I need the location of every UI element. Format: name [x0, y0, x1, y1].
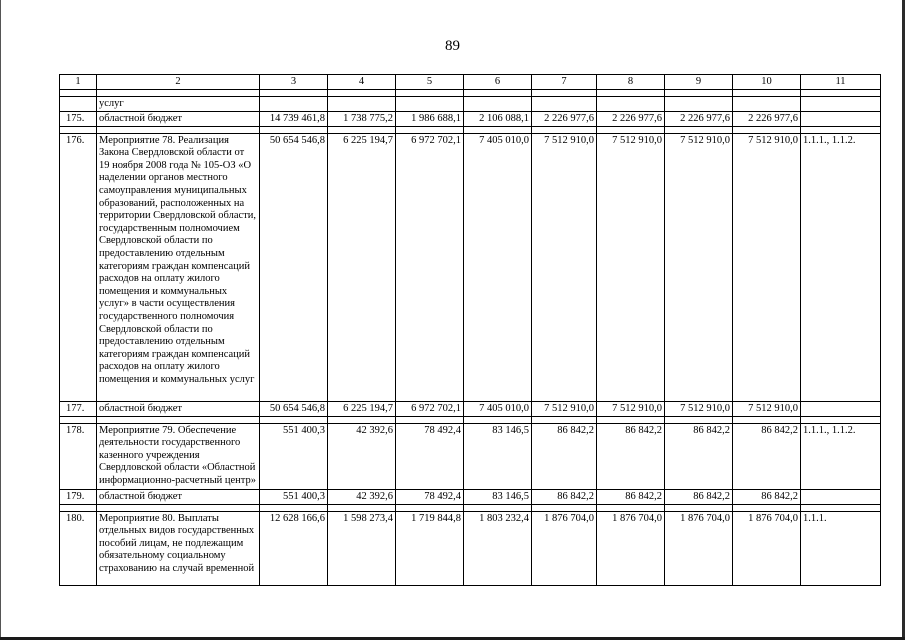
- table-row: [60, 511, 881, 585]
- row-number: 180.: [60, 511, 97, 585]
- row-name: областной бюджет: [97, 401, 260, 416]
- target-cell: [801, 111, 881, 126]
- value-cell: 86 842,2: [733, 489, 801, 504]
- table-row: [60, 111, 881, 126]
- spacer-row: [60, 416, 881, 423]
- value-cell: 12 628 166,6: [260, 511, 328, 585]
- value-cell: 7 512 910,0: [733, 133, 801, 401]
- value-cell: 86 842,2: [665, 423, 733, 489]
- target-cell: 1.1.1., 1.1.2.: [801, 133, 881, 401]
- header-cell: 9: [665, 75, 733, 90]
- value-cell: 86 842,2: [597, 489, 665, 504]
- header-cell: 3: [260, 75, 328, 90]
- spacer-row: [60, 504, 881, 511]
- target-cell: 1.1.1., 1.1.2.: [801, 423, 881, 489]
- value-cell: 7 512 910,0: [597, 133, 665, 401]
- value-cell: 78 492,4: [396, 489, 464, 504]
- value-cell: 78 492,4: [396, 423, 464, 489]
- value-cell: 1 738 775,2: [328, 111, 396, 126]
- row-name: Мероприятие 80. Выплаты отдельных видов государственных пособий лицам, не подлежащим обязательному социальному страхованию на случай временной: [97, 511, 260, 585]
- value-cell: 7 512 910,0: [665, 133, 733, 401]
- value-cell: 7 405 010,0: [464, 401, 532, 416]
- value-cell: 86 842,2: [532, 423, 597, 489]
- table-row: [60, 133, 881, 401]
- value-cell: 6 225 194,7: [328, 401, 396, 416]
- target-cell: 1.1.1.: [801, 511, 881, 585]
- row-number: 175.: [60, 111, 97, 126]
- header-cell: 1: [60, 75, 97, 90]
- value-cell: 14 739 461,8: [260, 111, 328, 126]
- value-cell: 7 405 010,0: [464, 133, 532, 401]
- value-cell: 1 876 704,0: [532, 511, 597, 585]
- value-cell: 7 512 910,0: [597, 401, 665, 416]
- page-number: 89: [445, 38, 460, 54]
- header-row: [60, 75, 881, 90]
- value-cell: 83 146,5: [464, 489, 532, 504]
- header-cell: 5: [396, 75, 464, 90]
- value-cell: 551 400,3: [260, 423, 328, 489]
- header-cell: 2: [97, 75, 260, 90]
- target-cell: [801, 489, 881, 504]
- spacer-row: [60, 89, 881, 96]
- table-row: [60, 401, 881, 416]
- table-row: [60, 423, 881, 489]
- header-cell: 4: [328, 75, 396, 90]
- row-number: 177.: [60, 401, 97, 416]
- header-cell: 11: [801, 75, 881, 90]
- row-name: Мероприятие 78. Реализация Закона Свердловской области от 19 ноября 2008 года № 105-ОЗ «О наделении органов местного самоуправления муниципальных образований, расположенных на территории Свердловской области, государственным полномочием Свердловской области по предоставлению отдельным категориям граждан компенсаций расходов на оплату жилого помещения и коммунальных услуг» в части осуществления государственного полномочия Свердловской области по предоставлению отдельным категориям граждан компенсаций расходов на оплату жилого помещения и коммунальных услуг: [97, 133, 260, 401]
- value-cell: 1 876 704,0: [733, 511, 801, 585]
- header-cell: 8: [597, 75, 665, 90]
- budget-table: [59, 74, 881, 586]
- value-cell: 7 512 910,0: [532, 133, 597, 401]
- value-cell: 1 719 844,8: [396, 511, 464, 585]
- spacer-row: [60, 126, 881, 133]
- value-cell: 86 842,2: [532, 489, 597, 504]
- value-cell: 1 598 273,4: [328, 511, 396, 585]
- value-cell: 7 512 910,0: [665, 401, 733, 416]
- value-cell: 551 400,3: [260, 489, 328, 504]
- value-cell: 42 392,6: [328, 423, 396, 489]
- value-cell: 1 876 704,0: [665, 511, 733, 585]
- value-cell: 86 842,2: [733, 423, 801, 489]
- row-name: Мероприятие 79. Обеспечение деятельности государственного казенного учреждения Свердловской области «Областной информационно-расчетный центр»: [97, 423, 260, 489]
- value-cell: 7 512 910,0: [733, 401, 801, 416]
- value-cell: 7 512 910,0: [532, 401, 597, 416]
- value-cell: 2 226 977,6: [665, 111, 733, 126]
- value-cell: 50 654 546,8: [260, 401, 328, 416]
- value-cell: 50 654 546,8: [260, 133, 328, 401]
- value-cell: 86 842,2: [597, 423, 665, 489]
- value-cell: 6 972 702,1: [396, 133, 464, 401]
- row-number: 179.: [60, 489, 97, 504]
- target-cell: [801, 401, 881, 416]
- value-cell: 6 972 702,1: [396, 401, 464, 416]
- value-cell: 2 226 977,6: [733, 111, 801, 126]
- row-number: 176.: [60, 133, 97, 401]
- row-name: областной бюджет: [97, 489, 260, 504]
- value-cell: 83 146,5: [464, 423, 532, 489]
- value-cell: 2 106 088,1: [464, 111, 532, 126]
- value-cell: 86 842,2: [665, 489, 733, 504]
- header-cell: 10: [733, 75, 801, 90]
- header-cell: 7: [532, 75, 597, 90]
- scan-left-edge: [0, 0, 1, 640]
- continuation-text: услуг: [97, 96, 260, 111]
- table-row: [60, 489, 881, 504]
- value-cell: 1 986 688,1: [396, 111, 464, 126]
- value-cell: 1 803 232,4: [464, 511, 532, 585]
- row-name: областной бюджет: [97, 111, 260, 126]
- value-cell: 6 225 194,7: [328, 133, 396, 401]
- continuation-row: [60, 96, 881, 111]
- value-cell: 1 876 704,0: [597, 511, 665, 585]
- value-cell: 2 226 977,6: [597, 111, 665, 126]
- header-cell: 6: [464, 75, 532, 90]
- value-cell: 42 392,6: [328, 489, 396, 504]
- row-number: 178.: [60, 423, 97, 489]
- value-cell: 2 226 977,6: [532, 111, 597, 126]
